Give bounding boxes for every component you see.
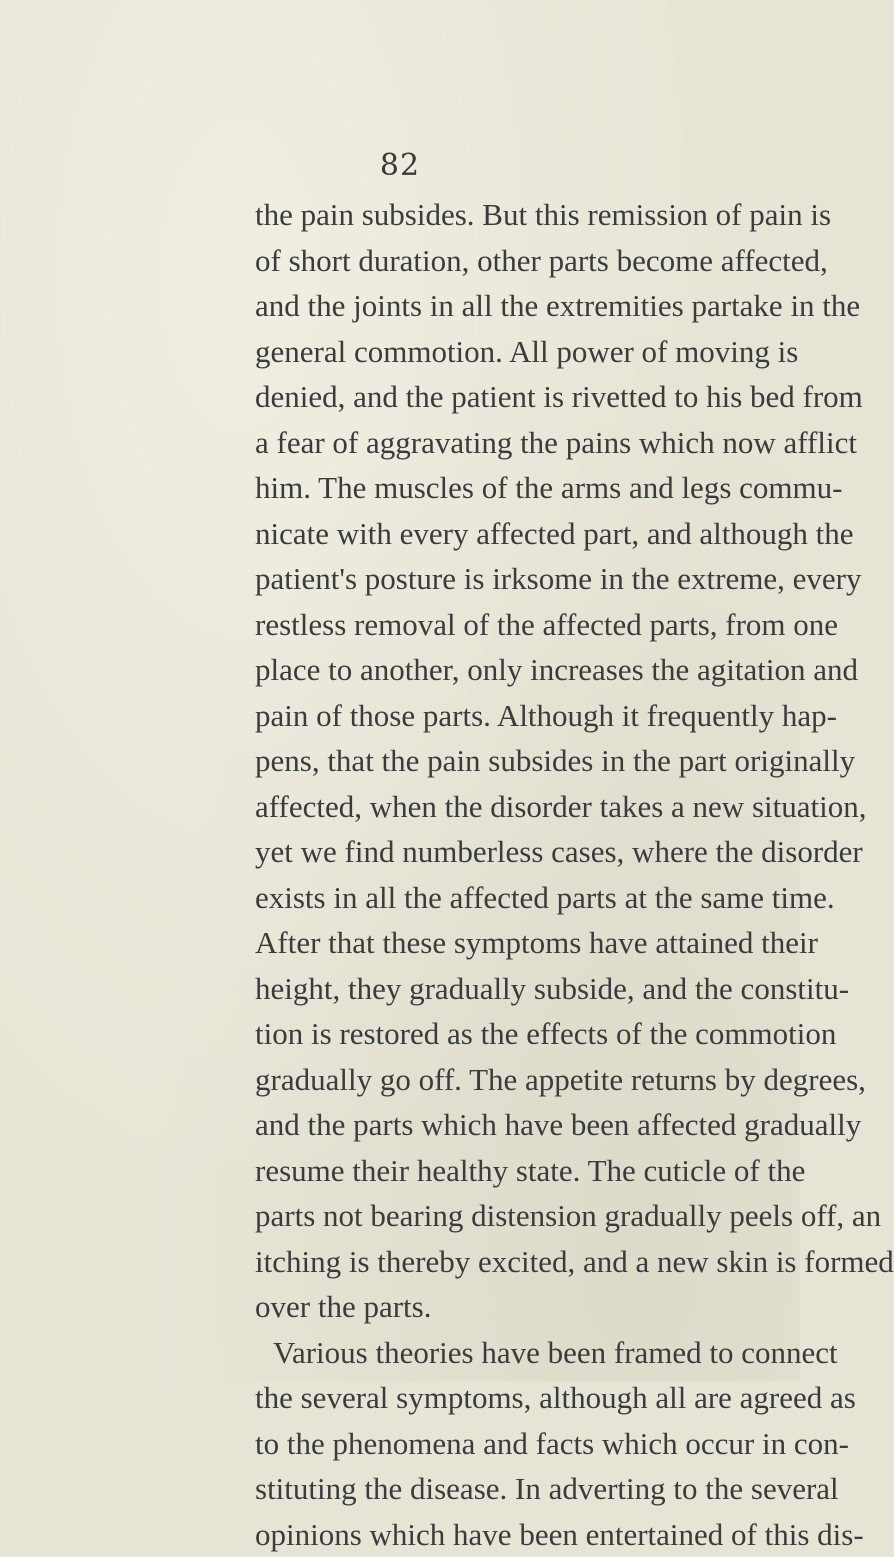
text-line: the pain subsides. But this remission of pain is <box>255 192 790 238</box>
text-line: place to another, only increases the agitation and <box>255 647 790 693</box>
text-line: the several symptoms, although all are agreed as <box>255 1375 790 1421</box>
text-line: gradually go off. The appetite returns by degrees, <box>255 1057 790 1103</box>
text-line: yet we find numberless cases, where the disorder <box>255 829 790 875</box>
text-line: of short duration, other parts become affected, <box>255 238 790 284</box>
text-line: pens, that the pain subsides in the part originally <box>255 738 790 784</box>
body-text <box>255 192 790 1557</box>
text-line: Various theories have been framed to connect <box>255 1330 790 1376</box>
text-line: and the joints in all the extremities partake in the <box>255 283 790 329</box>
text-line: tion is restored as the effects of the commotion <box>255 1011 790 1057</box>
page-number: 82 <box>0 148 800 183</box>
text-line: and the parts which have been affected gradually <box>255 1102 790 1148</box>
text-line: a fear of aggravating the pains which now afflict <box>255 420 790 466</box>
text-line: resume their healthy state. The cuticle of the <box>255 1148 790 1194</box>
text-line: to the phenomena and facts which occur in con- <box>255 1421 790 1467</box>
text-line: general commotion. All power of moving is <box>255 329 790 375</box>
text-line: opinions which have been entertained of this dis- <box>255 1512 790 1557</box>
text-line: itching is thereby excited, and a new skin is formed <box>255 1239 790 1285</box>
text-line: patient's posture is irksome in the extreme, every <box>255 556 790 602</box>
text-line: parts not bearing distension gradually peels off, an <box>255 1193 790 1239</box>
text-line: After that these symptoms have attained their <box>255 920 790 966</box>
text-line: affected, when the disorder takes a new situation, <box>255 784 790 830</box>
text-line: height, they gradually subside, and the constitu- <box>255 966 790 1012</box>
text-line: restless removal of the affected parts, from one <box>255 602 790 648</box>
text-line: denied, and the patient is rivetted to his bed from <box>255 374 790 420</box>
text-line: him. The muscles of the arms and legs commu- <box>255 465 790 511</box>
text-line: exists in all the affected parts at the same time. <box>255 875 790 921</box>
text-line: stituting the disease. In adverting to the several <box>255 1466 790 1512</box>
text-line: pain of those parts. Although it frequently hap- <box>255 693 790 739</box>
text-line: over the parts. <box>255 1284 790 1330</box>
text-line: nicate with every affected part, and although the <box>255 511 790 557</box>
